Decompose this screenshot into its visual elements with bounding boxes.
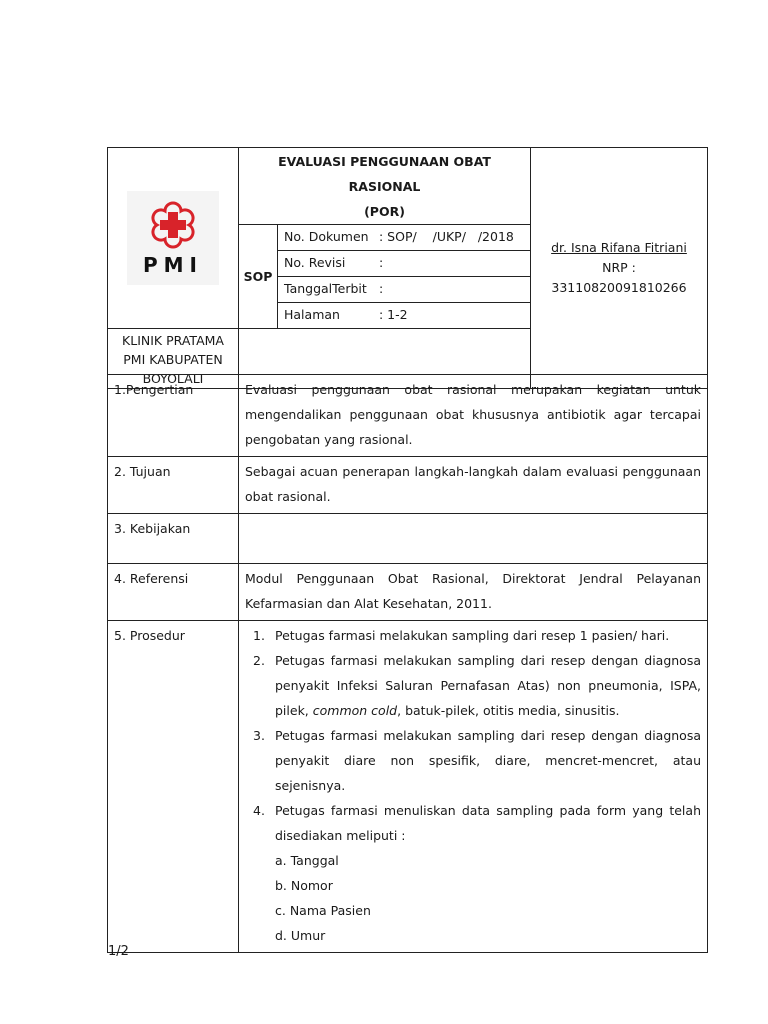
- logo-cell: [108, 148, 239, 329]
- section-row: [108, 457, 708, 514]
- pmi-logo: [127, 191, 219, 285]
- sop-header-table: [107, 147, 708, 389]
- sop-content-table: [107, 374, 708, 953]
- page-number: 1/2: [108, 944, 129, 959]
- document-title: EVALUASI PENGGUNAAN OBAT RASIONAL (POR): [239, 148, 531, 225]
- section-text: Sebagai acuan penerapan langkah-langkah dalam evaluasi penggunaan obat rasional.: [239, 457, 708, 514]
- section-label: 3. Kebijakan: [108, 514, 239, 564]
- section-row: [108, 621, 708, 953]
- section-label: 5. Prosedur: [108, 621, 239, 953]
- section-label: 2. Tujuan: [108, 457, 239, 514]
- section-text: Modul Penggunaan Obat Rasional, Direktorat Jendral Pelayanan Kefarmasian dan Alat Kesehatan, 2011.: [239, 564, 708, 621]
- procedure-cell: [239, 621, 708, 953]
- logo-text: PMI: [142, 253, 203, 277]
- section-label: 1.Pengertian: [108, 375, 239, 457]
- list-item: 2. Petugas farmasi melakukan sampling dari resep dengan diagnosa penyakit Infeksi Saluran Pernafasan Atas) non pneumonia, ISPA, pilek, common cold, batuk-pilek, otitis media, sinusitis.: [253, 653, 701, 718]
- sub-list-item: a. Tanggal: [275, 853, 339, 868]
- section-row: [108, 514, 708, 564]
- red-cross-flower-icon: [147, 201, 199, 249]
- revision-row: No. Revisi :: [278, 251, 531, 277]
- procedure-list: [245, 623, 701, 948]
- issue-date-row: TanggalTerbit :: [278, 277, 531, 303]
- signer-name: dr. Isna Rifana Fitriani: [551, 240, 687, 255]
- section-text: [239, 514, 708, 564]
- sop-label: SOP: [239, 225, 278, 329]
- list-item: 1. Petugas farmasi melakukan sampling dari resep 1 pasien/ hari.: [253, 628, 670, 643]
- sub-list-item: b. Nomor: [275, 878, 333, 893]
- signer-nrp: NRP : 33110820091810266: [551, 260, 687, 295]
- page-row: Halaman : 1-2: [278, 303, 531, 329]
- section-label: 4. Referensi: [108, 564, 239, 621]
- list-item: 3. Petugas farmasi melakukan sampling dari resep dengan diagnosa penyakit diare non spesifik, diare, mencret-mencret, atau sejenisnya.: [253, 728, 701, 793]
- sub-list: [275, 848, 701, 948]
- list-item: 4. Petugas farmasi menuliskan data sampling pada form yang telah disediakan meliputi : a. Tanggal b. Nomor c. Nama Pasien d. Umur: [245, 798, 701, 948]
- section-row: [108, 564, 708, 621]
- doc-number-row: No. Dokumen : SOP/ /UKP/ /2018: [278, 225, 531, 251]
- clinic-name: KLINIK PRATAMA PMI KABUPATEN BOYOLALI: [108, 329, 239, 389]
- sub-list-item: c. Nama Pasien: [275, 903, 371, 918]
- section-text: Evaluasi penggunaan obat rasional merupakan kegiatan untuk mengendalikan penggunaan obat khususnya antibiotik agar tercapai pengobatan yang rasional.: [239, 375, 708, 457]
- sub-list-item: d. Umur: [275, 928, 326, 943]
- section-row: [108, 375, 708, 457]
- signature-cell: [531, 148, 708, 389]
